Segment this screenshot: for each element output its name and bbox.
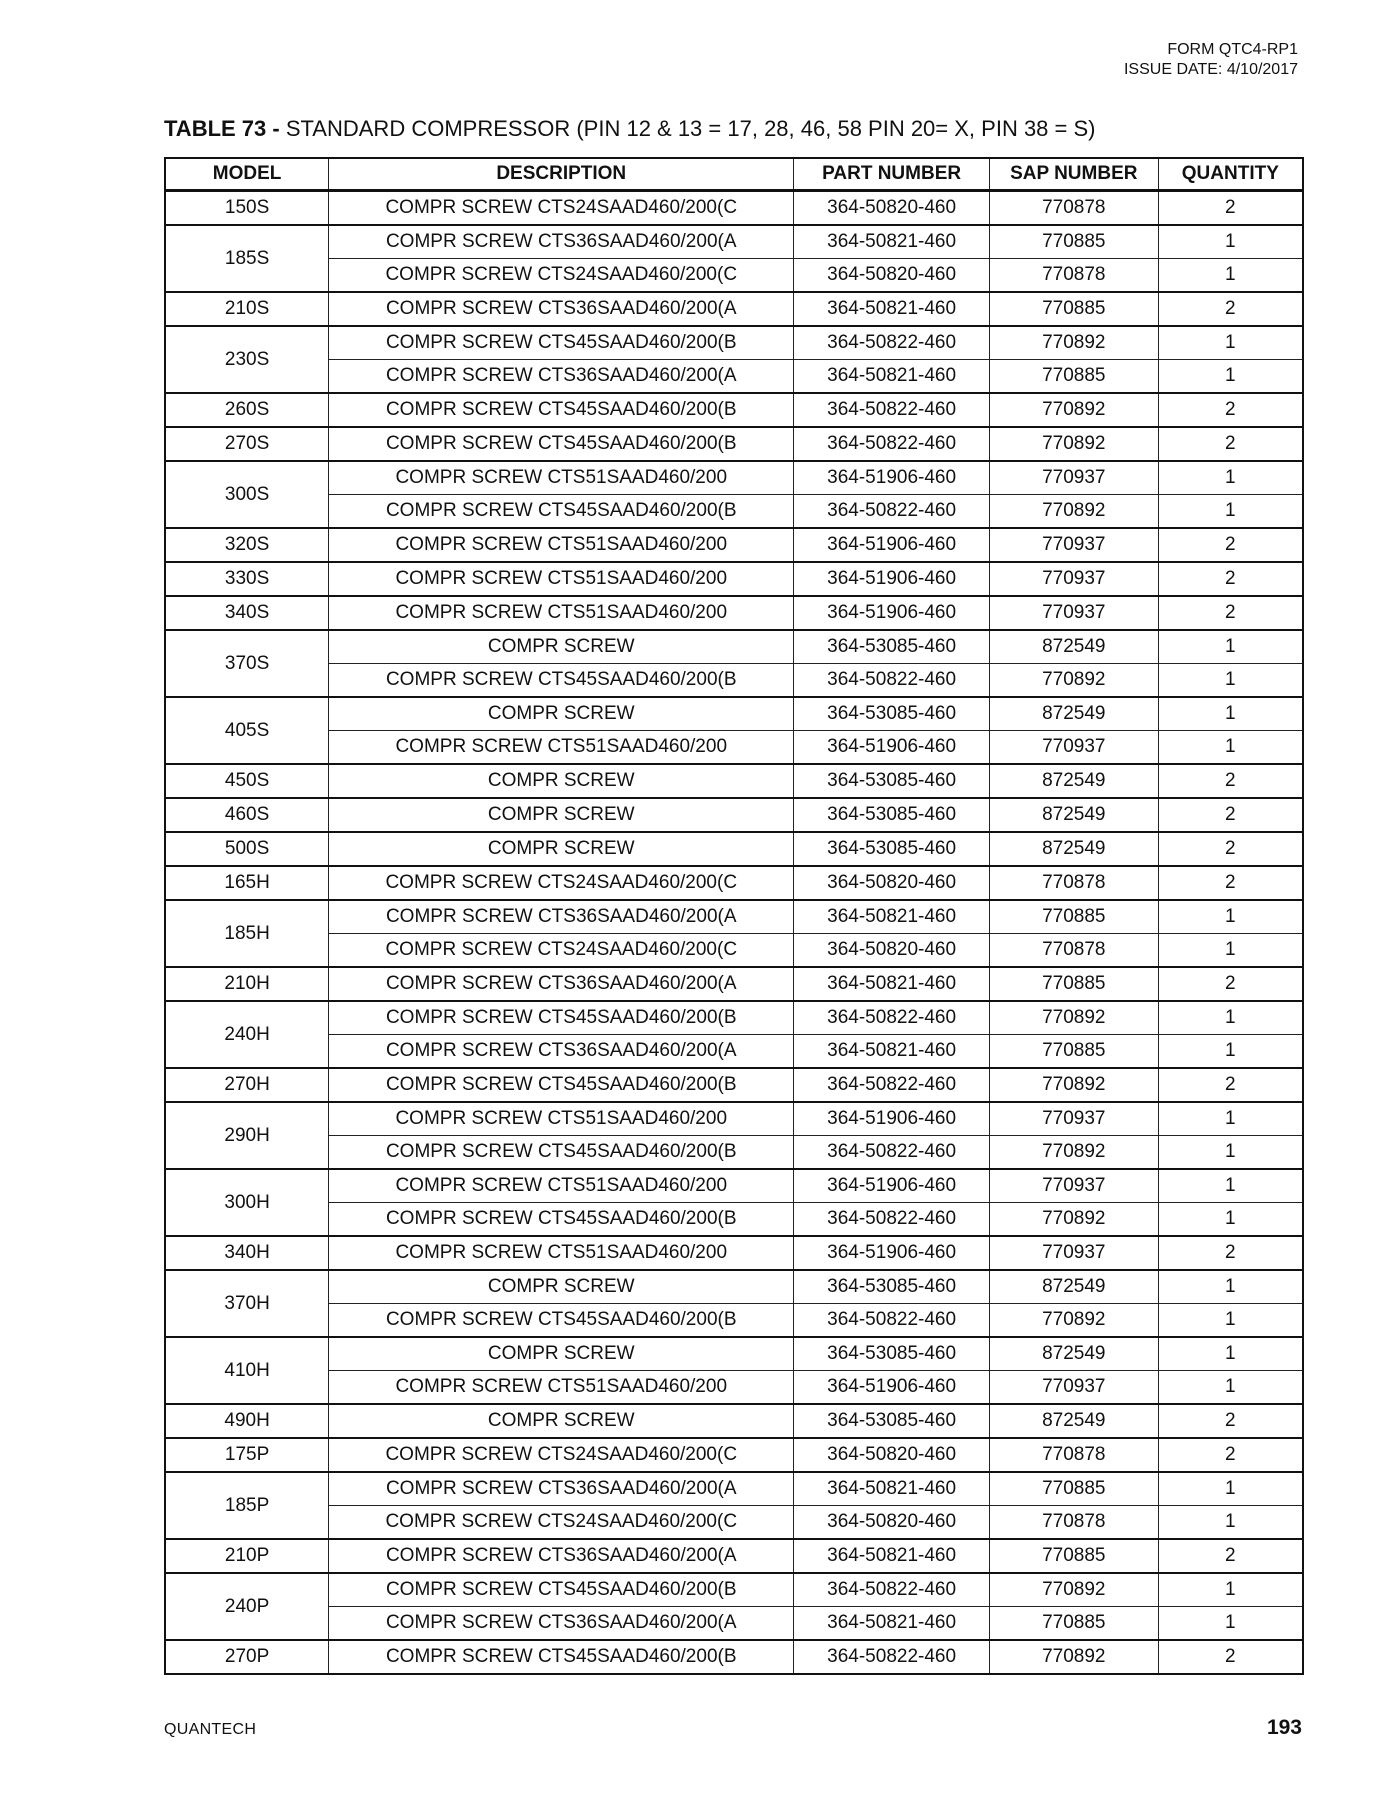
quantity-cell: 1 xyxy=(1158,697,1303,731)
table-row xyxy=(165,1136,1303,1170)
description-cell: COMPR SCREW CTS45SAAD460/200(B xyxy=(329,393,794,427)
quantity-cell: 1 xyxy=(1158,1136,1303,1170)
model-cell: 230S xyxy=(165,326,329,393)
part-number-cell: 364-50822-460 xyxy=(794,1001,990,1035)
table-row xyxy=(165,1102,1303,1136)
description-cell: COMPR SCREW CTS45SAAD460/200(B xyxy=(329,1304,794,1338)
description-cell: COMPR SCREW xyxy=(329,764,794,798)
description-cell: COMPR SCREW CTS45SAAD460/200(B xyxy=(329,1068,794,1102)
sap-number-cell: 872549 xyxy=(989,1337,1158,1371)
form-id: FORM QTC4-RP1 xyxy=(1167,41,1298,58)
sap-number-cell: 872549 xyxy=(989,1404,1158,1438)
sap-number-cell: 770892 xyxy=(989,664,1158,698)
sap-number-cell: 770892 xyxy=(989,1304,1158,1338)
document-header xyxy=(1124,40,1298,80)
description-cell: COMPR SCREW xyxy=(329,1270,794,1304)
description-cell: COMPR SCREW CTS51SAAD460/200 xyxy=(329,1236,794,1270)
table-row xyxy=(165,326,1303,360)
table-row xyxy=(165,630,1303,664)
quantity-cell: 1 xyxy=(1158,1001,1303,1035)
quantity-cell: 2 xyxy=(1158,427,1303,461)
description-cell: COMPR SCREW CTS45SAAD460/200(B xyxy=(329,326,794,360)
sap-number-cell: 770878 xyxy=(989,1506,1158,1540)
sap-number-cell: 770885 xyxy=(989,1607,1158,1641)
table-row xyxy=(165,832,1303,866)
footer-brand: QUANTECH xyxy=(164,1721,257,1738)
table-row xyxy=(165,225,1303,259)
sap-number-cell: 770892 xyxy=(989,1573,1158,1607)
part-number-cell: 364-53085-460 xyxy=(794,1270,990,1304)
sap-number-cell: 770892 xyxy=(989,427,1158,461)
model-cell: 300S xyxy=(165,461,329,528)
model-cell: 490H xyxy=(165,1404,329,1438)
table-row xyxy=(165,1337,1303,1371)
sap-number-cell: 770878 xyxy=(989,866,1158,900)
quantity-cell: 1 xyxy=(1158,1203,1303,1237)
table-row xyxy=(165,393,1303,427)
model-cell: 210S xyxy=(165,292,329,326)
table-row xyxy=(165,1506,1303,1540)
sap-number-cell: 872549 xyxy=(989,764,1158,798)
table-row xyxy=(165,798,1303,832)
model-cell: 340H xyxy=(165,1236,329,1270)
description-cell: COMPR SCREW CTS36SAAD460/200(A xyxy=(329,225,794,259)
quantity-cell: 2 xyxy=(1158,191,1303,226)
quantity-cell: 2 xyxy=(1158,1236,1303,1270)
description-cell: COMPR SCREW xyxy=(329,798,794,832)
quantity-cell: 2 xyxy=(1158,1068,1303,1102)
part-number-cell: 364-50822-460 xyxy=(794,1573,990,1607)
part-number-cell: 364-50821-460 xyxy=(794,967,990,1001)
description-cell: COMPR SCREW CTS45SAAD460/200(B xyxy=(329,1001,794,1035)
sap-number-cell: 770937 xyxy=(989,731,1158,765)
part-number-cell: 364-51906-460 xyxy=(794,1236,990,1270)
part-number-cell: 364-50820-460 xyxy=(794,191,990,226)
quantity-cell: 1 xyxy=(1158,1102,1303,1136)
quantity-cell: 1 xyxy=(1158,225,1303,259)
description-cell: COMPR SCREW CTS51SAAD460/200 xyxy=(329,1371,794,1405)
description-cell: COMPR SCREW CTS36SAAD460/200(A xyxy=(329,967,794,1001)
table-row xyxy=(165,528,1303,562)
sap-number-cell: 770885 xyxy=(989,967,1158,1001)
quantity-cell: 1 xyxy=(1158,664,1303,698)
part-number-cell: 364-50821-460 xyxy=(794,1607,990,1641)
description-cell: COMPR SCREW xyxy=(329,1404,794,1438)
quantity-cell: 2 xyxy=(1158,1640,1303,1674)
description-cell: COMPR SCREW CTS51SAAD460/200 xyxy=(329,1169,794,1203)
description-cell: COMPR SCREW CTS36SAAD460/200(A xyxy=(329,1607,794,1641)
part-number-cell: 364-51906-460 xyxy=(794,1102,990,1136)
quantity-cell: 1 xyxy=(1158,1472,1303,1506)
sap-number-cell: 770885 xyxy=(989,900,1158,934)
table-row xyxy=(165,764,1303,798)
part-number-cell: 364-53085-460 xyxy=(794,630,990,664)
table-row xyxy=(165,1640,1303,1674)
quantity-cell: 2 xyxy=(1158,1438,1303,1472)
part-number-cell: 364-50822-460 xyxy=(794,1068,990,1102)
description-cell: COMPR SCREW CTS24SAAD460/200(C xyxy=(329,191,794,226)
model-cell: 240P xyxy=(165,1573,329,1640)
sap-number-cell: 770878 xyxy=(989,259,1158,293)
model-cell: 185H xyxy=(165,900,329,967)
quantity-cell: 1 xyxy=(1158,259,1303,293)
table-row xyxy=(165,360,1303,394)
sap-number-cell: 770878 xyxy=(989,934,1158,968)
sap-number-cell: 770937 xyxy=(989,461,1158,495)
sap-number-cell: 770892 xyxy=(989,1068,1158,1102)
table-row xyxy=(165,1270,1303,1304)
quantity-cell: 2 xyxy=(1158,292,1303,326)
table-row xyxy=(165,1539,1303,1573)
quantity-cell: 1 xyxy=(1158,360,1303,394)
quantity-cell: 2 xyxy=(1158,562,1303,596)
quantity-cell: 1 xyxy=(1158,1607,1303,1641)
table-row xyxy=(165,934,1303,968)
table-row xyxy=(165,461,1303,495)
table-row xyxy=(165,1169,1303,1203)
description-cell: COMPR SCREW xyxy=(329,1337,794,1371)
part-number-cell: 364-51906-460 xyxy=(794,596,990,630)
model-cell: 185P xyxy=(165,1472,329,1539)
part-number-cell: 364-50820-460 xyxy=(794,1438,990,1472)
part-number-cell: 364-50822-460 xyxy=(794,495,990,529)
description-cell: COMPR SCREW CTS24SAAD460/200(C xyxy=(329,1506,794,1540)
quantity-cell: 2 xyxy=(1158,866,1303,900)
sap-number-cell: 770892 xyxy=(989,326,1158,360)
sap-number-cell: 770878 xyxy=(989,1438,1158,1472)
description-cell: COMPR SCREW CTS51SAAD460/200 xyxy=(329,1102,794,1136)
model-cell: 175P xyxy=(165,1438,329,1472)
table-row xyxy=(165,1236,1303,1270)
model-cell: 260S xyxy=(165,393,329,427)
description-cell: COMPR SCREW CTS24SAAD460/200(C xyxy=(329,934,794,968)
quantity-cell: 1 xyxy=(1158,1506,1303,1540)
sap-number-cell: 872549 xyxy=(989,1270,1158,1304)
model-cell: 500S xyxy=(165,832,329,866)
quantity-cell: 2 xyxy=(1158,596,1303,630)
sap-number-cell: 770878 xyxy=(989,191,1158,226)
description-cell: COMPR SCREW CTS51SAAD460/200 xyxy=(329,562,794,596)
model-cell: 330S xyxy=(165,562,329,596)
quantity-cell: 1 xyxy=(1158,630,1303,664)
description-cell: COMPR SCREW xyxy=(329,630,794,664)
part-number-cell: 364-50822-460 xyxy=(794,1304,990,1338)
quantity-cell: 1 xyxy=(1158,461,1303,495)
description-cell: COMPR SCREW CTS45SAAD460/200(B xyxy=(329,664,794,698)
table-row xyxy=(165,1304,1303,1338)
model-cell: 460S xyxy=(165,798,329,832)
description-cell: COMPR SCREW CTS45SAAD460/200(B xyxy=(329,1573,794,1607)
description-cell: COMPR SCREW CTS45SAAD460/200(B xyxy=(329,1640,794,1674)
part-number-cell: 364-51906-460 xyxy=(794,562,990,596)
sap-number-cell: 770937 xyxy=(989,1371,1158,1405)
part-number-cell: 364-51906-460 xyxy=(794,461,990,495)
table-row xyxy=(165,866,1303,900)
quantity-cell: 1 xyxy=(1158,495,1303,529)
sap-number-cell: 770885 xyxy=(989,292,1158,326)
sap-number-cell: 872549 xyxy=(989,832,1158,866)
sap-number-cell: 872549 xyxy=(989,697,1158,731)
part-number-cell: 364-51906-460 xyxy=(794,731,990,765)
sap-number-cell: 770885 xyxy=(989,1472,1158,1506)
part-number-cell: 364-53085-460 xyxy=(794,798,990,832)
quantity-cell: 1 xyxy=(1158,731,1303,765)
quantity-cell: 1 xyxy=(1158,1304,1303,1338)
part-number-cell: 364-50821-460 xyxy=(794,900,990,934)
table-row xyxy=(165,427,1303,461)
part-number-cell: 364-53085-460 xyxy=(794,764,990,798)
quantity-cell: 2 xyxy=(1158,967,1303,1001)
model-cell: 240H xyxy=(165,1001,329,1068)
sap-number-cell: 770937 xyxy=(989,562,1158,596)
table-row xyxy=(165,967,1303,1001)
quantity-cell: 1 xyxy=(1158,934,1303,968)
model-cell: 210H xyxy=(165,967,329,1001)
description-cell: COMPR SCREW CTS36SAAD460/200(A xyxy=(329,1539,794,1573)
part-number-cell: 364-53085-460 xyxy=(794,697,990,731)
model-cell: 405S xyxy=(165,697,329,764)
compressor-table xyxy=(164,157,1304,1675)
page-number: 193 xyxy=(1266,1716,1302,1739)
model-cell: 270S xyxy=(165,427,329,461)
quantity-cell: 1 xyxy=(1158,1337,1303,1371)
part-number-cell: 364-50822-460 xyxy=(794,326,990,360)
part-number-cell: 364-53085-460 xyxy=(794,832,990,866)
quantity-cell: 2 xyxy=(1158,798,1303,832)
model-cell: 210P xyxy=(165,1539,329,1573)
table-row xyxy=(165,731,1303,765)
quantity-cell: 1 xyxy=(1158,1169,1303,1203)
description-cell: COMPR SCREW xyxy=(329,832,794,866)
table-row xyxy=(165,191,1303,226)
sap-number-cell: 770885 xyxy=(989,1539,1158,1573)
table-row xyxy=(165,1068,1303,1102)
table-row xyxy=(165,1371,1303,1405)
part-number-cell: 364-51906-460 xyxy=(794,1169,990,1203)
part-number-cell: 364-50822-460 xyxy=(794,1203,990,1237)
quantity-cell: 1 xyxy=(1158,326,1303,360)
table-row xyxy=(165,1438,1303,1472)
part-number-cell: 364-51906-460 xyxy=(794,528,990,562)
model-cell: 270P xyxy=(165,1640,329,1674)
sap-number-cell: 770892 xyxy=(989,1640,1158,1674)
table-row xyxy=(165,1472,1303,1506)
table-title-label: TABLE 73 - xyxy=(164,116,280,141)
sap-number-cell: 770885 xyxy=(989,360,1158,394)
part-number-cell: 364-50821-460 xyxy=(794,1539,990,1573)
table-row xyxy=(165,259,1303,293)
sap-number-cell: 770885 xyxy=(989,1035,1158,1069)
table-row xyxy=(165,1404,1303,1438)
quantity-cell: 2 xyxy=(1158,764,1303,798)
description-cell: COMPR SCREW CTS36SAAD460/200(A xyxy=(329,1472,794,1506)
quantity-cell: 2 xyxy=(1158,528,1303,562)
model-cell: 150S xyxy=(165,191,329,226)
model-cell: 340S xyxy=(165,596,329,630)
sap-number-cell: 770937 xyxy=(989,1236,1158,1270)
table-body xyxy=(165,191,1303,1675)
column-header-sap-number: SAP NUMBER xyxy=(989,158,1158,191)
quantity-cell: 1 xyxy=(1158,1573,1303,1607)
table-row xyxy=(165,1035,1303,1069)
table-row xyxy=(165,596,1303,630)
table-title xyxy=(164,116,1095,142)
description-cell: COMPR SCREW CTS51SAAD460/200 xyxy=(329,596,794,630)
column-header-description: DESCRIPTION xyxy=(329,158,794,191)
description-cell: COMPR SCREW CTS45SAAD460/200(B xyxy=(329,1136,794,1170)
part-number-cell: 364-51906-460 xyxy=(794,1371,990,1405)
quantity-cell: 2 xyxy=(1158,832,1303,866)
model-cell: 290H xyxy=(165,1102,329,1169)
part-number-cell: 364-50822-460 xyxy=(794,1640,990,1674)
sap-number-cell: 770892 xyxy=(989,1136,1158,1170)
description-cell: COMPR SCREW CTS24SAAD460/200(C xyxy=(329,1438,794,1472)
description-cell: COMPR SCREW CTS36SAAD460/200(A xyxy=(329,900,794,934)
part-number-cell: 364-50820-460 xyxy=(794,1506,990,1540)
part-number-cell: 364-50822-460 xyxy=(794,1136,990,1170)
sap-number-cell: 770937 xyxy=(989,1102,1158,1136)
sap-number-cell: 770892 xyxy=(989,1001,1158,1035)
table-row xyxy=(165,562,1303,596)
part-number-cell: 364-50822-460 xyxy=(794,664,990,698)
quantity-cell: 2 xyxy=(1158,393,1303,427)
part-number-cell: 364-50821-460 xyxy=(794,360,990,394)
description-cell: COMPR SCREW xyxy=(329,697,794,731)
model-cell: 165H xyxy=(165,866,329,900)
part-number-cell: 364-50822-460 xyxy=(794,393,990,427)
quantity-cell: 1 xyxy=(1158,900,1303,934)
description-cell: COMPR SCREW CTS51SAAD460/200 xyxy=(329,461,794,495)
part-number-cell: 364-50822-460 xyxy=(794,427,990,461)
sap-number-cell: 770892 xyxy=(989,1203,1158,1237)
sap-number-cell: 770892 xyxy=(989,495,1158,529)
model-cell: 320S xyxy=(165,528,329,562)
model-cell: 300H xyxy=(165,1169,329,1236)
sap-number-cell: 770937 xyxy=(989,596,1158,630)
column-header-quantity: QUANTITY xyxy=(1158,158,1303,191)
description-cell: COMPR SCREW CTS36SAAD460/200(A xyxy=(329,292,794,326)
description-cell: COMPR SCREW CTS24SAAD460/200(C xyxy=(329,866,794,900)
sap-number-cell: 770885 xyxy=(989,225,1158,259)
sap-number-cell: 872549 xyxy=(989,798,1158,832)
model-cell: 185S xyxy=(165,225,329,292)
table-row xyxy=(165,664,1303,698)
column-header-model: MODEL xyxy=(165,158,329,191)
part-number-cell: 364-50820-460 xyxy=(794,934,990,968)
part-number-cell: 364-50820-460 xyxy=(794,259,990,293)
part-number-cell: 364-50821-460 xyxy=(794,1035,990,1069)
part-number-cell: 364-50820-460 xyxy=(794,866,990,900)
table-row xyxy=(165,1607,1303,1641)
sap-number-cell: 872549 xyxy=(989,630,1158,664)
table-row xyxy=(165,1573,1303,1607)
model-cell: 370H xyxy=(165,1270,329,1337)
table-row xyxy=(165,900,1303,934)
description-cell: COMPR SCREW CTS24SAAD460/200(C xyxy=(329,259,794,293)
table-row xyxy=(165,1001,1303,1035)
description-cell: COMPR SCREW CTS51SAAD460/200 xyxy=(329,731,794,765)
table-row xyxy=(165,1203,1303,1237)
table-title-text: STANDARD COMPRESSOR (PIN 12 & 13 = 17, 28, 46, 58 PIN 20= X, PIN 38 = S) xyxy=(279,116,1096,141)
table-header-row xyxy=(165,158,1303,191)
column-header-part-number: PART NUMBER xyxy=(794,158,990,191)
model-cell: 450S xyxy=(165,764,329,798)
part-number-cell: 364-50821-460 xyxy=(794,1472,990,1506)
model-cell: 410H xyxy=(165,1337,329,1404)
part-number-cell: 364-53085-460 xyxy=(794,1404,990,1438)
table-row xyxy=(165,697,1303,731)
sap-number-cell: 770892 xyxy=(989,393,1158,427)
description-cell: COMPR SCREW CTS45SAAD460/200(B xyxy=(329,495,794,529)
description-cell: COMPR SCREW CTS51SAAD460/200 xyxy=(329,528,794,562)
part-number-cell: 364-50821-460 xyxy=(794,225,990,259)
part-number-cell: 364-50821-460 xyxy=(794,292,990,326)
description-cell: COMPR SCREW CTS36SAAD460/200(A xyxy=(329,360,794,394)
description-cell: COMPR SCREW CTS36SAAD460/200(A xyxy=(329,1035,794,1069)
issue-date: ISSUE DATE: 4/10/2017 xyxy=(1123,61,1298,78)
description-cell: COMPR SCREW CTS45SAAD460/200(B xyxy=(329,427,794,461)
part-number-cell: 364-53085-460 xyxy=(794,1337,990,1371)
quantity-cell: 2 xyxy=(1158,1539,1303,1573)
sap-number-cell: 770937 xyxy=(989,528,1158,562)
table-row xyxy=(165,292,1303,326)
description-cell: COMPR SCREW CTS45SAAD460/200(B xyxy=(329,1203,794,1237)
model-cell: 270H xyxy=(165,1068,329,1102)
sap-number-cell: 770937 xyxy=(989,1169,1158,1203)
quantity-cell: 1 xyxy=(1158,1035,1303,1069)
quantity-cell: 1 xyxy=(1158,1270,1303,1304)
model-cell: 370S xyxy=(165,630,329,697)
table-row xyxy=(165,495,1303,529)
quantity-cell: 2 xyxy=(1158,1404,1303,1438)
quantity-cell: 1 xyxy=(1158,1371,1303,1405)
